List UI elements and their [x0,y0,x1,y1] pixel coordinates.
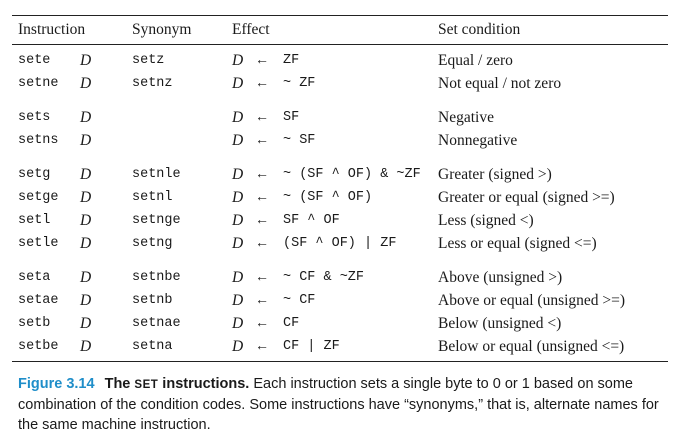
effect-destination: D [232,75,244,92]
effect-expression: SF [283,110,300,125]
table-row [0,266,683,289]
table-row [0,49,683,72]
table-row [0,232,683,255]
figure-number: Figure 3.14 [18,376,95,392]
effect-expression: CF | ZF [283,339,340,354]
header-effect: Effect [232,21,270,38]
instruction-cell: setge [18,190,59,205]
effect-expression: ~ CF [283,293,316,308]
synonym-cell: setnae [132,316,181,331]
instruction-cell: seta [18,270,51,285]
table-row [0,106,683,129]
synonym-cell: setnge [132,213,181,228]
destination-operand: D [80,109,92,126]
assign-arrow: ← [255,53,269,68]
effect-expression: ZF [283,53,300,68]
effect-destination: D [232,189,244,206]
assign-arrow: ← [255,339,269,354]
set-condition-cell: Above or equal (unsigned >=) [438,292,626,309]
destination-operand: D [80,292,92,309]
set-condition-cell: Greater (signed >) [438,166,552,183]
destination-operand: D [80,52,92,69]
set-condition-cell: Below (unsigned <) [438,315,562,332]
assign-arrow: ← [255,293,269,308]
figure-caption-body: Each instruction sets a single byte to 0 or 1 based on some combination of the condition codes. Some instructions have “synonyms,” that is, alternate names for the same machine instruction. [18,376,659,433]
assign-arrow: ← [255,110,269,125]
synonym-cell: setnbe [132,270,181,285]
set-condition-cell: Negative [438,109,494,126]
effect-destination: D [232,292,244,309]
destination-operand: D [80,235,92,252]
effect-destination: D [232,109,244,126]
figure-title [105,376,250,392]
table-header-rule [12,44,668,45]
instruction-cell: setns [18,133,59,148]
table-top-rule [12,15,668,16]
assign-arrow: ← [255,213,269,228]
set-condition-cell: Nonnegative [438,132,518,149]
figure-title-set: SET [134,379,159,391]
set-condition-cell: Less (signed <) [438,212,534,229]
table-bottom-rule [12,361,668,362]
table-row [0,129,683,152]
effect-expression: CF [283,316,300,331]
instruction-cell: setne [18,76,59,91]
table-row [0,186,683,209]
header-set-condition: Set condition [438,21,521,38]
destination-operand: D [80,189,92,206]
table-row [0,289,683,312]
assign-arrow: ← [255,270,269,285]
set-condition-cell: Below or equal (unsigned <=) [438,338,625,355]
assign-arrow: ← [255,76,269,91]
synonym-cell: setnl [132,190,173,205]
set-condition-cell: Not equal / not zero [438,75,562,92]
table-row [0,312,683,335]
effect-destination: D [232,338,244,355]
effect-destination: D [232,235,244,252]
assign-arrow: ← [255,133,269,148]
assign-arrow: ← [255,190,269,205]
effect-destination: D [232,166,244,183]
instruction-cell: setbe [18,339,59,354]
assign-arrow: ← [255,167,269,182]
effect-destination: D [232,315,244,332]
set-condition-cell: Equal / zero [438,52,513,69]
synonym-cell: setz [132,53,165,68]
instruction-cell: setl [18,213,51,228]
synonym-cell: setnz [132,76,173,91]
effect-expression: SF ^ OF [283,213,340,228]
table-row [0,72,683,95]
synonym-cell: setna [132,339,173,354]
header-synonym: Synonym [132,21,192,38]
effect-expression: ~ (SF ^ OF) [283,190,373,205]
effect-destination: D [232,132,244,149]
effect-expression: ~ SF [283,133,316,148]
effect-destination: D [232,212,244,229]
set-condition-cell: Less or equal (signed <=) [438,235,597,252]
destination-operand: D [80,212,92,229]
assign-arrow: ← [255,316,269,331]
figure-title-suffix: instructions. [158,376,250,392]
figure-title-prefix: The [104,376,135,392]
effect-destination: D [232,269,244,286]
destination-operand: D [80,75,92,92]
synonym-cell: setnb [132,293,173,308]
destination-operand: D [80,132,92,149]
instruction-cell: sete [18,53,51,68]
table-row [0,335,683,358]
set-condition-cell: Above (unsigned >) [438,269,563,286]
table-row [0,163,683,186]
figure-caption [18,374,668,435]
table-row [0,209,683,232]
destination-operand: D [80,315,92,332]
set-condition-cell: Greater or equal (signed >=) [438,189,615,206]
synonym-cell: setng [132,236,173,251]
assign-arrow: ← [255,236,269,251]
effect-destination: D [232,52,244,69]
header-instruction: Instruction [18,21,86,38]
effect-expression: ~ ZF [283,76,316,91]
synonym-cell: setnle [132,167,181,182]
destination-operand: D [80,166,92,183]
instruction-cell: setae [18,293,59,308]
destination-operand: D [80,338,92,355]
effect-expression: (SF ^ OF) | ZF [283,236,397,251]
instruction-cell: sets [18,110,51,125]
instruction-cell: setle [18,236,59,251]
effect-expression: ~ (SF ^ OF) & ~ZF [283,167,421,182]
destination-operand: D [80,269,92,286]
instruction-cell: setb [18,316,51,331]
effect-expression: ~ CF & ~ZF [283,270,365,285]
instruction-cell: setg [18,167,51,182]
